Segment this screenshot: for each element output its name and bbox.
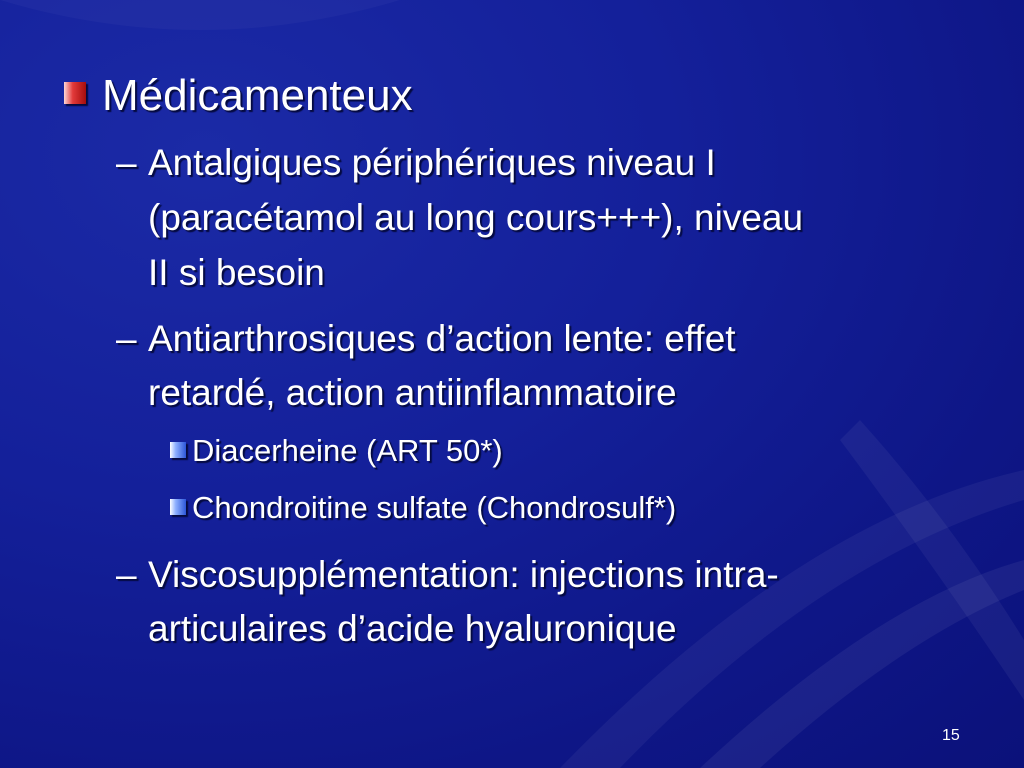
subitem-1-bullet-icon [170, 442, 186, 458]
subitem-1-text: Diacerheine (ART 50*) [192, 433, 503, 468]
item-2-line-1: Antiarthrosiques d’action lente: effet [148, 318, 736, 359]
page-number: 15 [942, 727, 960, 744]
item-1-dash: – [116, 142, 137, 183]
item-3-line-2: articulaires d’acide hyaluronique [148, 608, 677, 649]
item-2-line-2: retardé, action antiinflammatoire [148, 372, 677, 413]
slide-heading: Médicamenteux [102, 71, 413, 120]
item-3-dash: – [116, 554, 137, 595]
subitem-2-text: Chondroitine sulfate (Chondrosulf*) [192, 490, 677, 525]
item-1-line-1: Antalgiques périphériques niveau I [148, 142, 716, 183]
item-1-line-3: II si besoin [148, 252, 325, 293]
item-3-line-1: Viscosupplémentation: injections intra- [148, 554, 779, 595]
item-2-dash: – [116, 318, 137, 359]
heading-bullet-icon [64, 82, 86, 104]
item-1-line-2: (paracétamol au long cours+++), niveau [148, 197, 804, 238]
subitem-2-bullet-icon [170, 499, 186, 515]
